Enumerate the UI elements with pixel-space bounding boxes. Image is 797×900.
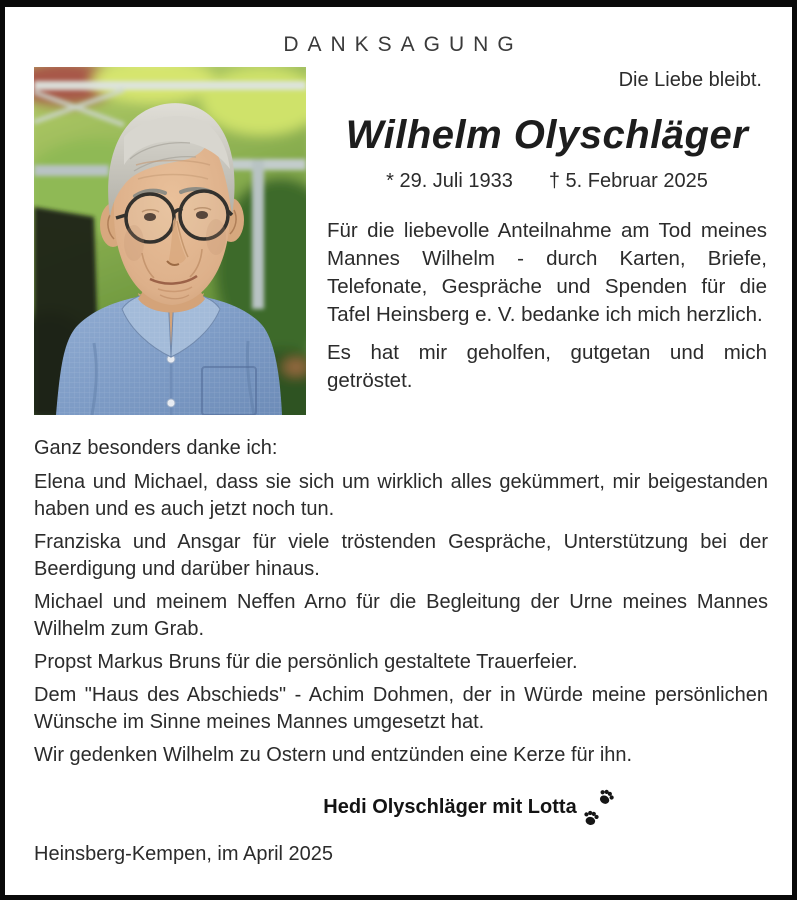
signature-line: [34, 773, 768, 819]
special-thanks-section: [34, 435, 768, 775]
birth-date: * 29. Juli 1933: [386, 170, 513, 192]
signature-name: Hedi Olyschläger mit Lotta: [323, 796, 577, 818]
page-title: DANKSAGUNG: [283, 33, 523, 56]
thanks-message: [327, 217, 767, 395]
death-date: † 5. Februar 2025: [548, 170, 708, 192]
life-dates: [327, 170, 767, 193]
thanks-item: Elena und Michael, dass sie sich um wirklich alles gekümmert, mir beigestanden haben und es auch jetzt noch tun.: [34, 471, 768, 520]
motto-text: Die Liebe bleibt.: [618, 69, 762, 91]
notice-right-column: [327, 113, 767, 405]
thanks-item: Wir gedenken Wilhelm zu Ostern und entzünden eine Kerze für ihn.: [34, 744, 633, 766]
thanks-item: Michael und meinem Neffen Arno für die Begleitung der Urne meines Mannes Wilhelm zum Grab.: [34, 591, 768, 640]
message-paragraph: Es hat mir geholfen, gutgetan und mich getröstet.: [327, 341, 767, 392]
thanks-item: Propst Markus Bruns für die persönlich gestaltete Trauerfeier.: [34, 651, 578, 673]
paw-prints-icon: [581, 785, 619, 831]
portrait-photo: [34, 67, 306, 415]
thanks-item: Franziska und Ansgar für viele tröstenden Gespräche, Unterstützung bei der Beerdigung und darüber hinaus.: [34, 531, 768, 580]
message-paragraph: Für die liebevolle Anteilnahme am Tod meines Mannes Wilhelm - durch Karten, Briefe, Telefonate, Gespräche und Spenden für die Tafel Heinsberg e. V. bedanke ich mich herzlich.: [327, 219, 767, 326]
thanks-item: Dem "Haus des Abschieds" - Achim Dohmen, der in Würde meine persönlichen Wünsche im Sinne meines Mannes umgesetzt hat.: [34, 684, 768, 733]
deceased-name: Wilhelm Olyschläger: [345, 113, 749, 157]
place-date: Heinsberg-Kempen, im April 2025: [34, 843, 334, 865]
thanks-intro: Ganz besonders danke ich:: [34, 437, 278, 459]
